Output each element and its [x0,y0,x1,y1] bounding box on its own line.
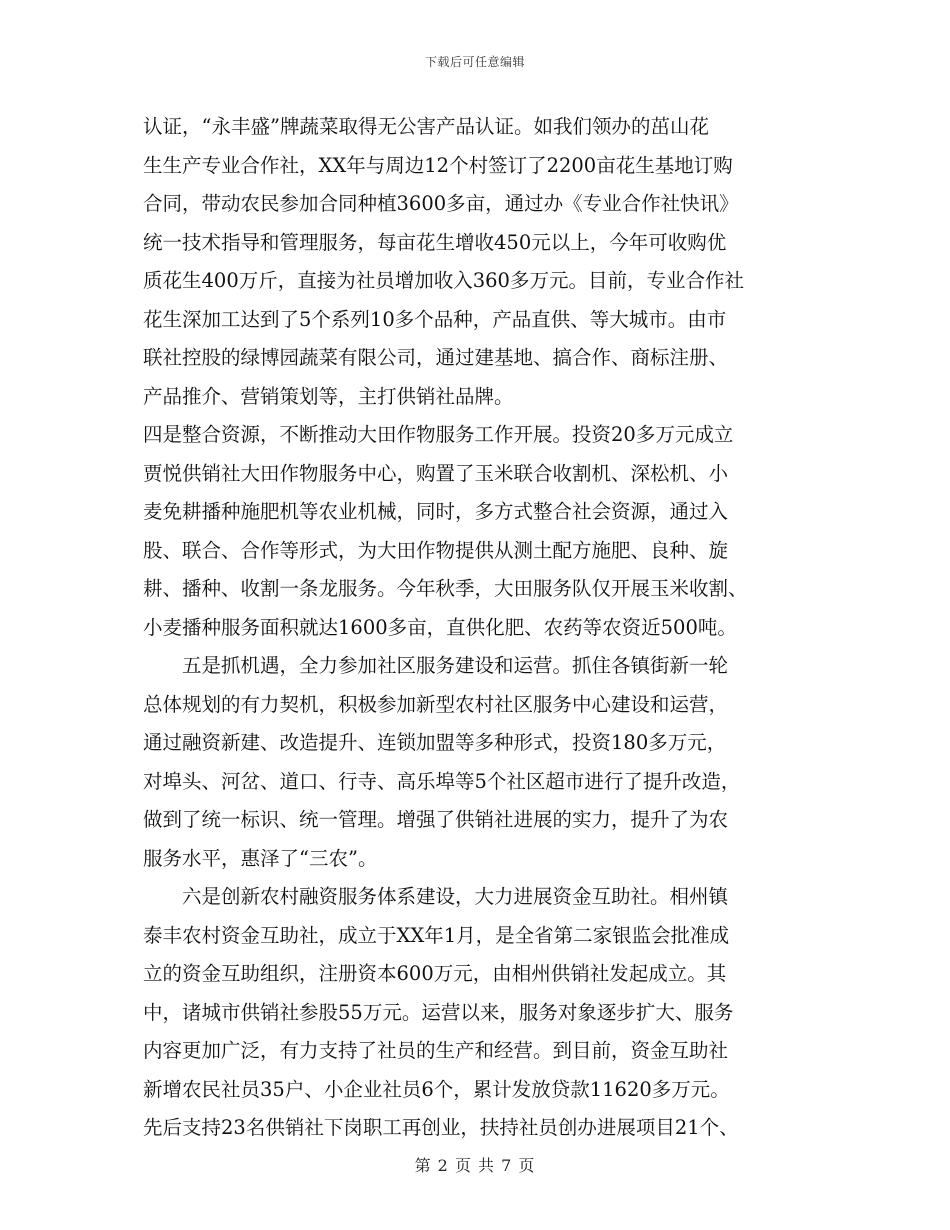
text-line: 中，诸城市供销社参股55万元。运营以来，服务对象逐步扩大、服务 [143,1000,734,1024]
text-line: 麦免耕播种施肥机等农业机械，同时，多方式整合社会资源，通过入 [143,500,729,523]
text-line: 服务水平，惠泽了“三农”。 [143,846,378,870]
paragraph-start-line: 四是整合资源，不断推动大田作物服务工作开展。投资20多万元成立 [143,423,734,446]
text-line: 做到了统一标识、统一管理。增强了供销社进展的实力，提升了为农 [143,808,729,831]
text-line: 内容更加广泛，有力支持了社员的生产和经营。到目前，资金互助社 [143,1039,729,1062]
text-line: 质花生400万斤，直接为社员增加收入360多万元。目前，专业合作社 [143,269,744,292]
text-line: 合同，带动农民参加合同种植3600多亩，通过办《专业合作社快讯》 [143,192,739,215]
text-line: 新增农民社员35户、小企业社员6个，累计发放贷款11620多万元。 [143,1077,730,1101]
text-line: 耕、播种、收割一条龙服务。今年秋季，大田服务队仅开展玉米收割、 [143,577,748,600]
text-line: 联社控股的绿博园蔬菜有限公司，通过建基地、搞合作、商标注册、 [143,346,729,369]
text-line: 股、联合、合作等形式，为大田作物提供从测土配方施肥、良种、旋 [143,538,729,562]
text-line: 花生深加工达到了5个系列10多个品种，产品直供、等大城市。由市 [143,307,727,331]
text-line: 先后支持23名供销社下岗职工再创业，扶持社员创办进展项目21个、 [143,1116,739,1139]
text-line: 产品推介、营销策划等，主打供销社品牌。 [143,384,514,408]
text-line: 对埠头、河岔、道口、行寺、高乐埠等5个社区超市进行了提升改造， [143,769,741,793]
text-line: 总体规划的有力契机，积极参加新型农村社区服务中心建设和运营， [143,692,729,716]
text-line: 统一技术指导和管理服务，每亩花生增收450元以上，今年可收购优 [143,230,727,254]
text-line: 通过融资新建、改造提升、连锁加盟等多种形式，投资180多万元， [143,731,727,754]
text-line: 小麦播种服务面积就达1600多亩，直供化肥、农药等农资近500吨。 [143,615,737,639]
text-line: 贾悦供销社大田作物服务中心，购置了玉米联合收割机、深松机、小 [143,461,729,485]
page-header: 下载后可任意编辑 [424,55,525,69]
document-body [143,108,815,1148]
text-line: 立的资金互助组织，注册资本600万元，由相州供销社发起成立。其 [143,962,727,985]
paragraph-start-line: 六是创新农村融资服务体系建设，大力进展资金互助社。相州镇 [182,885,729,908]
text-line: 认证，“永丰盛”牌蔬菜取得无公害产品认证。如我们领办的茁山花 [143,115,709,138]
paragraph-start-line: 五是抓机遇，全力参加社区服务建设和运营。抓住各镇街新一轮 [182,654,729,677]
text-line: 生生产专业合作社，XX年与周边12个村签订了2200亩花生基地订购 [143,153,733,177]
text-line: 泰丰农村资金互助社，成立于XX年1月，是全省第二家银监会批准成 [143,923,730,947]
page-number-footer: 第 2 页 共 7 页 [414,1156,536,1175]
